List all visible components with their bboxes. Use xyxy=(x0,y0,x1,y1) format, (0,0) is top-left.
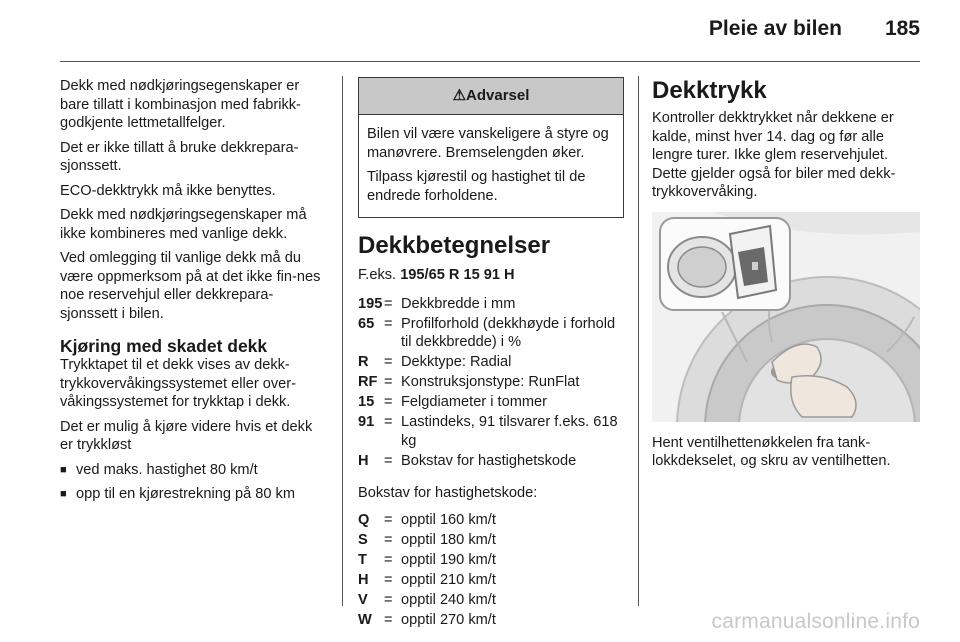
warning-header xyxy=(359,78,623,115)
speed-code-row xyxy=(358,531,626,550)
equals-sign: = xyxy=(384,452,393,469)
speed-code-row xyxy=(358,611,626,630)
page-header-title: Pleie av bilen xyxy=(708,17,842,40)
speed-code-list xyxy=(358,511,626,630)
speed-code-row xyxy=(358,571,626,590)
speed-code-key: S xyxy=(358,531,368,548)
equals-sign: = xyxy=(384,591,393,608)
speed-code-key: T xyxy=(358,551,367,568)
list-item xyxy=(60,485,328,504)
equals-sign: = xyxy=(384,414,393,430)
watermark: carmanualsonline.info xyxy=(711,610,920,633)
list-item-text: ved maks. hastighet 80 km/t xyxy=(76,461,258,478)
designation-value: Lastindeks, 91 tilsvarer f.eks. 618 kg xyxy=(401,414,618,449)
speed-code-key: H xyxy=(358,571,369,588)
designation-key: H xyxy=(358,452,369,469)
speed-code-key: V xyxy=(358,591,368,608)
designation-row xyxy=(358,315,626,352)
section-heading: Dekkbetegnelser xyxy=(358,232,551,259)
designation-row xyxy=(358,295,626,314)
fuel-flap-valve-key-illustration xyxy=(652,212,920,422)
page-number: 185 xyxy=(884,17,920,40)
example-value: 195/65 R 15 91 H xyxy=(400,267,515,283)
designation-row xyxy=(358,373,626,392)
warning-paragraph: Bilen vil være vanskeligere å styre og manøvrere. Bremselengden øker. xyxy=(367,126,609,161)
example-prefix: F.eks. xyxy=(358,267,397,283)
designation-value: Felgdiameter i tommer xyxy=(401,394,547,410)
warning-body xyxy=(359,115,623,217)
paragraph: Det er ikke tillatt å bruke dekkrepara-sjonssett. xyxy=(60,139,299,174)
illustration-svg xyxy=(652,212,920,422)
section-subheading: Kjøring med skadet dekk xyxy=(60,336,268,356)
paragraph: Trykktapet til et dekk vises av dekk-trykkovervåkingssystemet eller over-våkingssystemet for trykktap i dekk. xyxy=(60,357,297,410)
paragraph: Dekk med nødkjøringsegenskaper er bare tillatt i kombinasjon med fabrikk-godkjente lettmetallfelger. xyxy=(60,78,301,131)
designation-value: Profilforhold (dekkhøyde i forhold til dekkbredde) i % xyxy=(401,315,616,350)
speed-code-intro: Bokstav for hastighetskode: xyxy=(358,485,538,501)
equals-sign: = xyxy=(384,394,393,410)
list-item-text: opp til en kjørestrekning på 80 km xyxy=(76,486,296,502)
designation-key: 65 xyxy=(358,315,375,332)
bullet-square-icon: ■ xyxy=(60,463,67,476)
paragraph: Det er mulig å kjøre videre hvis et dekk er trykkløst xyxy=(60,418,313,453)
designation-key: R xyxy=(358,354,369,370)
bullet-square-icon: ■ xyxy=(60,488,67,500)
equals-sign: = xyxy=(384,354,393,370)
designation-key: RF xyxy=(358,374,378,390)
speed-code-row xyxy=(358,591,626,610)
equals-sign: = xyxy=(384,531,393,548)
column-divider-left xyxy=(342,76,343,606)
tyre-example xyxy=(358,266,626,285)
speed-code-value: opptil 180 km/t xyxy=(401,531,496,548)
section-heading: Dekktrykk xyxy=(652,77,767,104)
speed-code-value: opptil 270 km/t xyxy=(401,611,496,628)
speed-code-value: opptil 240 km/t xyxy=(401,591,496,608)
speed-code-key: Q xyxy=(358,511,370,528)
designation-value: Dekkbredde i mm xyxy=(401,295,516,312)
speed-code-value: opptil 210 km/t xyxy=(401,571,496,588)
equals-sign: = xyxy=(384,571,393,588)
paragraph: Kontroller dekktrykket når dekkene er kalde, minst hver 14. dag og før alle lengre turer. Ikke glem reservehjulet. Dette gjelder også for biler med dekk-trykkovervåking. xyxy=(652,110,896,200)
illustration-caption: Hent ventilhettenøkkelen fra tank-lokkdekselet, og skru av ventilhetten. xyxy=(652,434,891,469)
speed-code-row xyxy=(358,511,626,530)
column-left xyxy=(60,77,328,510)
designation-key: 195 xyxy=(358,295,383,312)
equals-sign: = xyxy=(384,511,393,528)
designation-key: 15 xyxy=(358,394,375,410)
paragraph: Dekk med nødkjøringsegenskaper må ikke kombineres med vanlige dekk. xyxy=(60,207,307,242)
paragraph: ECO-dekktrykk må ikke benyttes. xyxy=(60,182,276,199)
column-right xyxy=(652,77,924,477)
equals-sign: = xyxy=(384,374,393,390)
speed-code-key: W xyxy=(358,611,372,628)
warning-title: Advarsel xyxy=(466,87,530,104)
equals-sign: = xyxy=(384,315,393,332)
equals-sign: = xyxy=(384,551,393,568)
designation-row xyxy=(358,353,626,372)
warning-paragraph: Tilpass kjørestil og hastighet til de endrede forholdene. xyxy=(367,169,586,204)
speed-code-row xyxy=(358,551,626,570)
designation-value: Bokstav for hastighetskode xyxy=(401,452,577,469)
speed-code-value: opptil 160 km/t xyxy=(401,511,496,528)
column-divider-right xyxy=(638,76,639,606)
designation-value: Dekktype: Radial xyxy=(401,354,512,370)
designation-row xyxy=(358,393,626,412)
designation-value: Konstruksjonstype: RunFlat xyxy=(401,374,580,390)
equals-sign: = xyxy=(384,295,393,312)
designation-row xyxy=(358,452,626,471)
paragraph: Ved omlegging til vanlige dekk må du være oppmerksom på at det ikke fin-nes noe reservehjul eller dekkrepara-sjonssett i bilen. xyxy=(60,250,321,322)
column-middle xyxy=(358,77,626,631)
designation-key: 91 xyxy=(358,414,375,430)
warning-triangle-icon: ⚠ xyxy=(452,87,467,104)
equals-sign: = xyxy=(384,611,393,628)
header-rule xyxy=(60,61,920,62)
list-item xyxy=(60,461,328,480)
designation-row xyxy=(358,413,626,450)
designation-list xyxy=(358,295,626,471)
warning-box xyxy=(358,77,624,218)
speed-code-value: opptil 190 km/t xyxy=(401,551,496,568)
